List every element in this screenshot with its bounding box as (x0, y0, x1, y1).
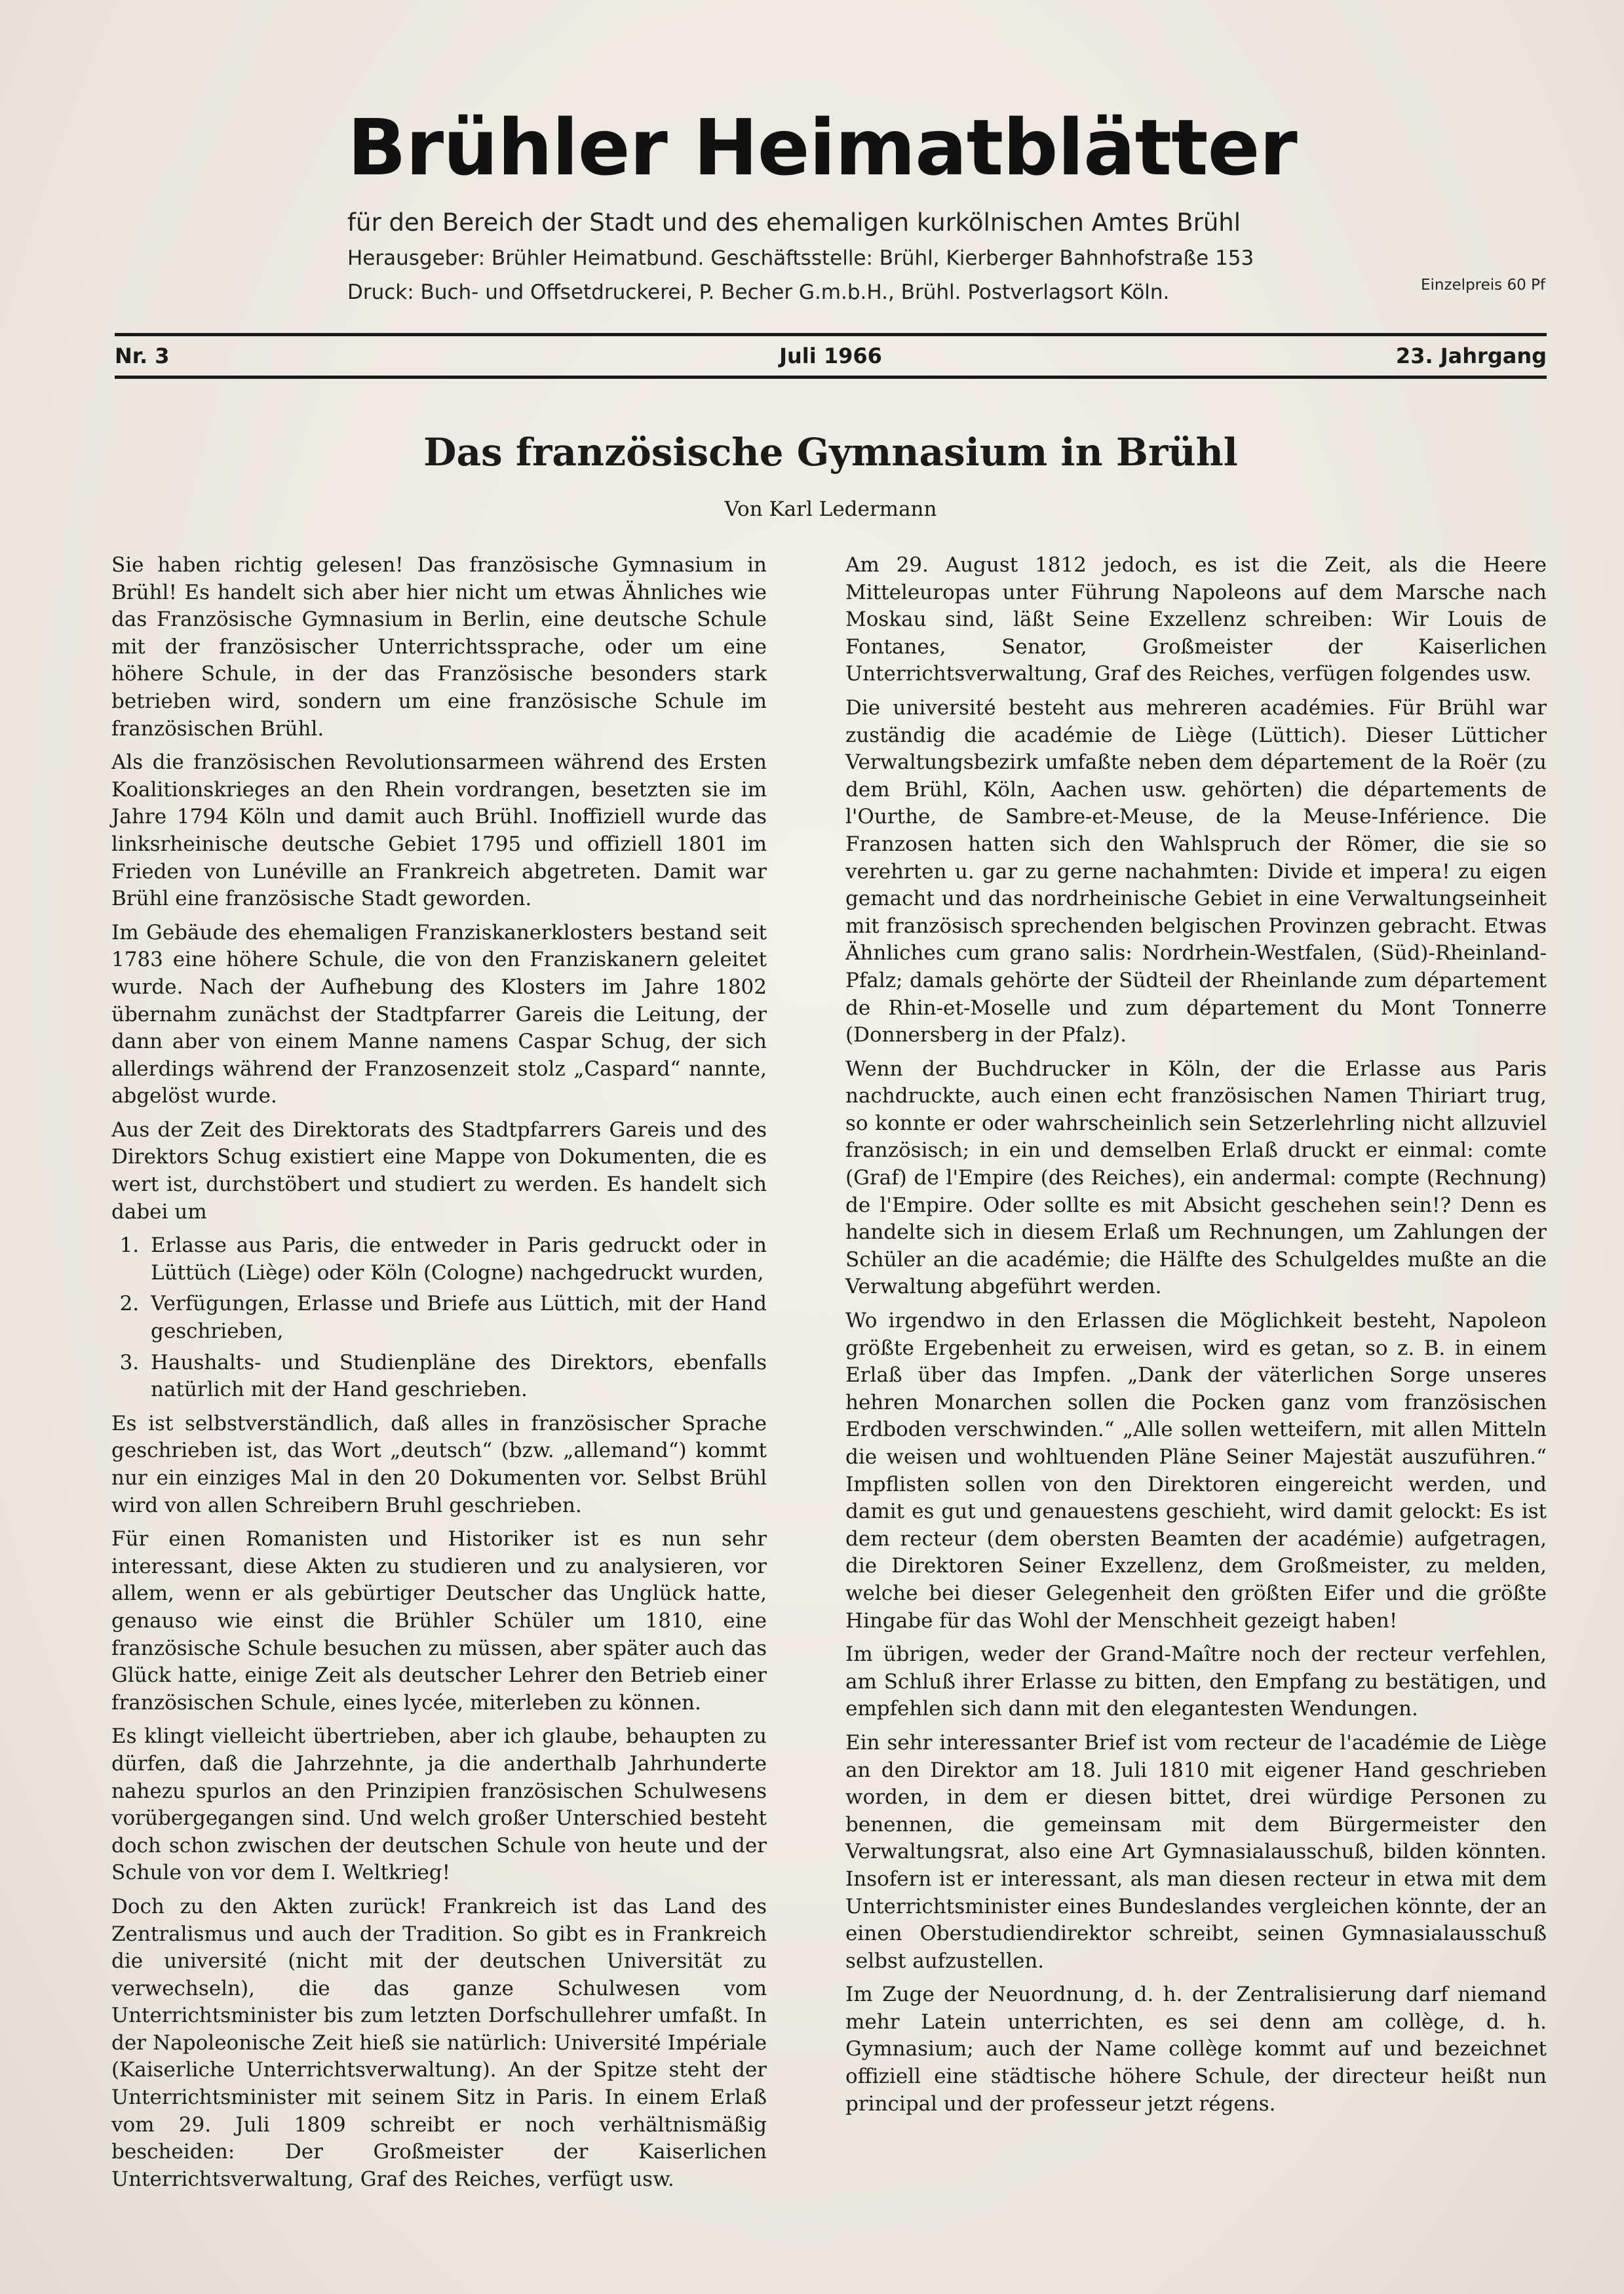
publisher-line: Herausgeber: Brühler Heimatbund. Geschäftsstelle: Brühl, Kierberger Bahnhofstraße 153 (347, 246, 1254, 270)
article-column-right (845, 552, 1547, 2124)
paragraph: Im Zuge der Neuordnung, d. h. der Zentralisierung darf niemand mehr Latein unterrichten, es sei denn am collège, d. h. Gymnasium; auch der Name collège kommt auf und bezeichnet offiziell eine städtische höhere Schule, der directeur heißt nun principal und der professeur jetzt régens. (845, 1983, 1547, 2116)
paragraph: Für einen Romanisten und Historiker ist es nun sehr interessant, diese Akten zu studieren und zu analysieren, vor allem, wenn er als gebürtiger Deutscher das Unglück hatte, genauso wie einst die Brühler Schüler um 1810, eine französische Schule besuchen zu müssen, aber später auch das Glück hatte, einige Zeit als deutscher Lehrer den Betrieb einer französischen Schule, eines lycée, miterleben zu können. (111, 1527, 767, 1715)
masthead-subtitle: für den Bereich der Stadt und des ehemaligen kurkölnischen Amtes Brühl (347, 208, 1241, 237)
paragraph: Sie haben richtig gelesen! Das französische Gymnasium in Brühl! Es handelt sich aber hier nicht um etwas Ähnliches wie das Französische Gymnasium in Berlin, eine deutsche Schule mit der französischer Unterrichtssprache, oder um eine höhere Schule, in der das Französische besonders stark betrieben wird, sondern um eine französische Schule im französischen Brühl. (111, 553, 767, 741)
list-item: 1. Erlasse aus Paris, die entweder in Paris gedruckt oder in Lüttüch (Liège) oder Köln (Cologne) nachgedruckt wurden, (145, 1232, 767, 1287)
article-title: Das französische Gymnasium in Brühl (423, 430, 1238, 475)
paragraph: Im Gebäude des ehemaligen Franziskanerklosters bestand seit 1783 eine höhere Schule, die von den Franziskanern geleitet wurde. Nach der Aufhebung des Klosters im Jahre 1802 übernahm zunächst der Stadtpfarrer Gareis die Leitung, der dann aber von einem Manne namens Caspar Schug, der sich allerdings während der Franzosenzeit stolz „Caspard“ nannte, abgelöst wurde. (111, 920, 767, 1108)
printer-line: Druck: Buch- und Offsetdruckerei, P. Becher G.m.b.H., Brühl. Postverlagsort Köln. (347, 281, 1170, 304)
paragraph: Im übrigen, weder der Grand-Maître noch der recteur verfehlen, am Schluß ihrer Erlasse zu bitten, den Empfang zu bestätigen, und empfehlen sich dann mit den elegantesten Wendungen. (845, 1643, 1547, 1721)
issue-number: Nr. 3 (115, 343, 170, 368)
issue-info-row (115, 336, 1547, 376)
single-price: Einzelpreis 60 Pf (1420, 277, 1545, 294)
masthead (347, 98, 1560, 309)
paragraph: Die université besteht aus mehreren académies. Für Brühl war zuständig die académie de Liège (Lüttich). Dieser Lütticher Verwaltungsbezirk umfaßte neben dem département de la Roër (zu dem Brühl, Köln, Aachen usw. gehörten) die départements de l'Ourthe, de Sambre-et-Meuse, de la Meuse-Inférience. Die Franzosen hatten sich den Wahlspruch der Römer, die sie so verehrten u. gar zu gerne nachahmten: Divide et impera! zu eigen gemacht und das nordrheinische Gebiet in eine Verwaltungseinheit mit französisch sprechenden belgischen Provinzen gebracht. Etwas Ähnliches cum grano salis: Nordrhein-Westfalen, (Süd)-Rheinland-Pfalz; damals gehörte der Südteil der Rheinlande zum département de Rhin-et-Moselle und zum département du Mont Tonnerre (Donnersberg in der Pfalz). (845, 695, 1547, 1047)
document-list (111, 1232, 767, 1404)
bottom-rule (115, 376, 1547, 379)
masthead-title: Brühler Heimatblätter (347, 102, 1297, 193)
paragraph: Aus der Zeit des Direktorats des Stadtpfarrers Gareis und des Direktors Schug existiert eine Mappe von Dokumenten, die es wert ist, durchstöbert und studiert zu werden. Es handelt sich dabei um (111, 1118, 767, 1224)
paragraph: Als die französischen Revolutionsarmeen während des Ersten Koalitionskrieges an den Rhein vordrangen, besetzten sie im Jahre 1794 Köln und damit auch Brühl. Inoffiziell wurde das linksrheinische deutsche Gebiet 1795 und offiziell 1801 im Frieden von Lunéville an Frankreich abgetreten. Damit war Brühl eine französische Stadt geworden. (111, 750, 767, 911)
paragraph: Wenn der Buchdrucker in Köln, der die Erlasse aus Paris nachdruckte, auch einen echt französischen Namen Thiriart trug, so konnte er oder wahrscheinlich sein Setzerlehrling nicht allzuviel französisch; in ein und demselben Erlaß druckt er einmal: comte (Graf) de l'Empire (des Reiches), ein andermal: compte (Rechnung) de l'Empire. Oder sollte es mit Absicht geschehen sein!? Denn es handelte sich in diesem Erlaß um Rechnungen, um Zahlungen der Schüler an die académie; die Hälfte des Schulgeldes mußte an die Verwaltung abgeführt werden. (845, 1057, 1547, 1299)
paragraph: Ein sehr interessanter Brief ist vom recteur de l'académie de Liège an den Direktor am 18. Juli 1810 mit eigener Hand geschrieben worden, in dem er diesen bittet, drei würdige Personen zu benennen, die gemeinsam mit dem Bürgermeister den Verwaltungsrat, also eine Art Gymnasialausschuß, bilden könnten. Insofern ist er interessant, als man diesen recteur in etwa mit dem Unterrichtsminister eines Bundeslandes vergleichen könnte, der an einen Oberstudiendirektor schreibt, seinen Gymnasialausschuß selbst aufzustellen. (845, 1730, 1547, 1973)
article-column-left (111, 552, 767, 2200)
paragraph: Wo irgendwo in den Erlassen die Möglichkeit besteht, Napoleon größte Ergebenheit zu erweisen, wird es getan, so z. B. in einem Erlaß über das Impfen. „Dank der väterlichen Sorge unseres hehren Monarchen sollen die Pocken ganz vom französischen Erdboden verschwinden.“ „Alle sollen wetteifern, mit allen Mitteln die weisen und wohltuenden Pläne Seiner Majestät auszuführen.“ Impflisten sollen von den Direktoren eingereicht werden, und damit es gut und genauestens geschieht, wird damit gelockt: Es ist dem recteur (dem obersten Beamten der académie) aufgetragen, die Direktoren Seiner Exzellenz, dem Großmeister, zu melden, welche bei dieser Gelegenheit den größten Eifer und die größte Hingabe für das Wohl der Menschheit gezeigt haben! (845, 1309, 1547, 1633)
paragraph: Doch zu den Akten zurück! Frankreich ist das Land des Zentralismus und auch der Tradition. So gibt es in Frankreich die université (nicht mit der deutschen Universität zu verwechseln), die das ganze Schulwesen vom Unterrichtsminister bis zum letzten Dorfschullehrer umfaßt. In der Napoleonische Zeit hieß sie natürlich: Université Impériale (Kaiserliche Unterrichtsverwaltung). An der Spitze steht der Unterrichtsminister mit seinem Sitz in Paris. In einem Erlaß vom 29. Juli 1809 schreibt er noch verhältnismäßig bescheiden: Der Großmeister der Kaiserlichen Unterrichtsverwaltung, Graf des Reiches, verfügt usw. (111, 1894, 767, 2191)
article-author: Von Karl Ledermann (724, 497, 937, 521)
list-item: 3. Haushalts- und Studienpläne des Direktors, ebenfalls natürlich mit der Hand geschrieben. (145, 1350, 767, 1404)
list-item: 2. Verfügungen, Erlasse und Briefe aus Lüttich, mit der Hand geschrieben, (145, 1291, 767, 1345)
issue-date: Juli 1966 (779, 343, 882, 368)
issue-volume: 23. Jahrgang (1395, 343, 1547, 368)
paragraph: Am 29. August 1812 jedoch, es ist die Zeit, als die Heere Mitteleuropas unter Führung Napoleons auf dem Marsche nach Moskau sind, läßt Seine Exzellenz schreiben: Wir Louis de Fontanes, Senator, Großmeister der Kaiserlichen Unterrichtsverwaltung, Graf des Reiches, verfügen folgendes usw. (845, 553, 1547, 686)
paragraph: Es klingt vielleicht übertrieben, aber ich glaube, behaupten zu dürfen, daß die Jahrzehnte, ja die anderthalb Jahrhunderte nahezu spurlos an den Prinzipien französischen Schulwesens vorübergegangen sind. Und welch großer Unterschied besteht doch schon zwischen der deutschen Schule von heute und der Schule von vor dem I. Weltkrieg! (111, 1724, 767, 1885)
paragraph: Es ist selbstverständlich, daß alles in französischer Sprache geschrieben ist, das Wort „deutsch“ (bzw. „allemand“) kommt nur ein einziges Mal in den 20 Dokumenten vor. Selbst Brühl wird von allen Schreibern Bruhl geschrieben. (111, 1411, 767, 1517)
